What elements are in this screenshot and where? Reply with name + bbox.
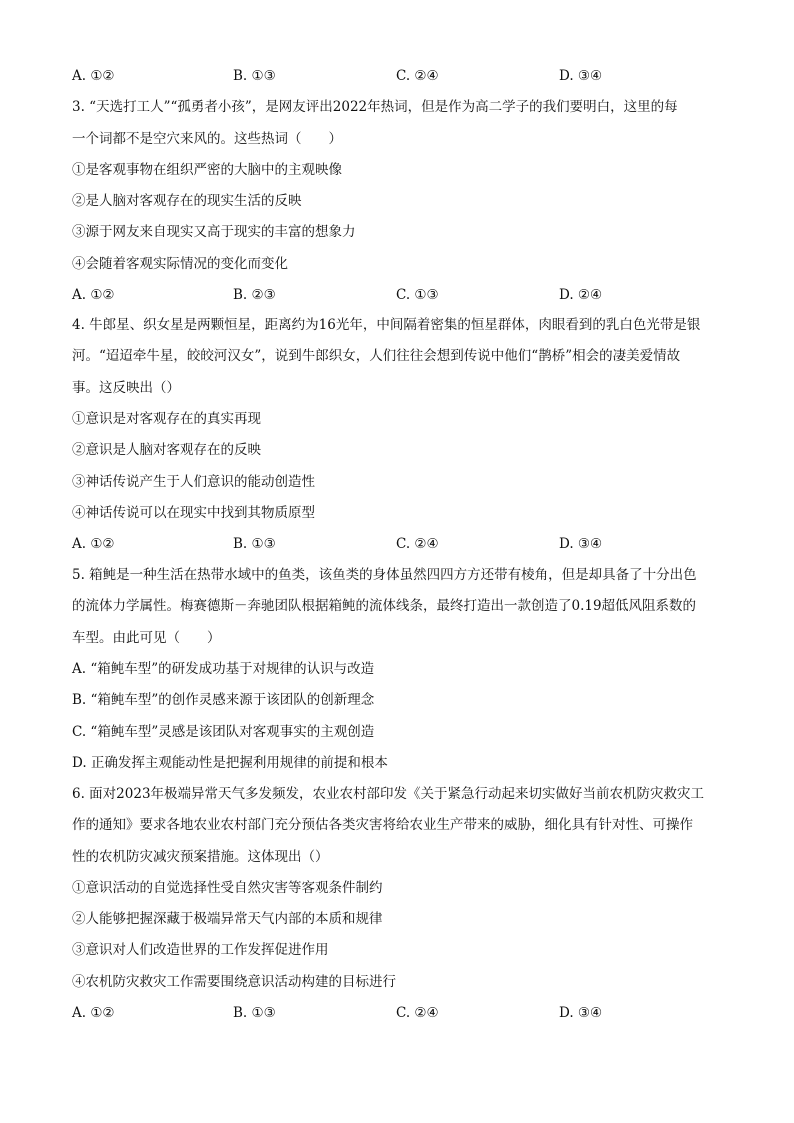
q3-item-4: ④会随着客观实际情况的变化而变化 bbox=[72, 256, 288, 272]
q5-choice-a: A. “箱鲀车型”的研发成功基于对规律的认识与改造 bbox=[72, 661, 375, 677]
option-a: A. ①② bbox=[72, 68, 115, 84]
option-c: C. ②④ bbox=[396, 68, 439, 84]
q6-item-3: ③意识对人们改造世界的工作发挥促进作用 bbox=[72, 942, 329, 958]
option-d: D. ②④ bbox=[559, 287, 603, 303]
option-c: C. ①③ bbox=[396, 287, 439, 303]
q4-item-4: ④神话传说可以在现实中找到其物质原型 bbox=[72, 505, 315, 521]
option-a: A. ①② bbox=[72, 1005, 115, 1021]
q4-stem-line-3: 事。这反映出（） bbox=[72, 380, 180, 396]
q6-answer-options bbox=[72, 1003, 724, 1023]
q6-item-1: ①意识活动的自觉选择性受自然灾害等客观条件制约 bbox=[72, 880, 383, 896]
q3-item-2: ②是人脑对客观存在的现实生活的反映 bbox=[72, 193, 302, 209]
q6-stem-line-1: 6. 面对2023年极端异常天气多发频发，农业农村部印发《关于紧急行动起来切实做好当前农机防灾救灾工 bbox=[72, 786, 705, 802]
q6-stem-line-2: 作的通知》要求各地农业农村部门充分预估各类灾害将给农业生产带来的威胁，细化具有针对性、可操作 bbox=[72, 817, 693, 833]
q5-stem-line-2: 的流体力学属性。梅赛德斯－奔驰团队根据箱鲀的流体线条，最终打造出一款创造了0.19超低风阻系数的 bbox=[72, 598, 697, 614]
q6-stem-line-3: 性的农机防灾减灾预案措施。这体现出（） bbox=[72, 849, 329, 865]
q6-item-2: ②人能够把握深藏于极端异常天气内部的本质和规律 bbox=[72, 911, 383, 927]
option-c: C. ②④ bbox=[396, 1005, 439, 1021]
q3-answer-options bbox=[72, 285, 724, 305]
q5-stem-line-3: 车型。由此可见（ ） bbox=[72, 630, 221, 646]
q5-choice-d: D. 正确发挥主观能动性是把握利用规律的前提和根本 bbox=[72, 755, 388, 771]
q3-item-3: ③源于网友来自现实又高于现实的丰富的想象力 bbox=[72, 224, 356, 240]
option-d: D. ③④ bbox=[559, 68, 603, 84]
option-c: C. ②④ bbox=[396, 536, 439, 552]
q3-item-1: ①是客观事物在组织严密的大脑中的主观映像 bbox=[72, 162, 342, 178]
q4-stem-line-2: 河。“迢迢牵牛星，皎皎河汉女”，说到牛郎织女，人们往往会想到传说中他们“鹊桥”相会的凄美爱情故 bbox=[72, 348, 681, 364]
option-b: B. ①③ bbox=[233, 1005, 276, 1021]
option-d: D. ③④ bbox=[559, 536, 603, 552]
q3-stem-line-2: 一个词都不是空穴来风的。这些热词（ ） bbox=[72, 131, 342, 147]
option-d: D. ③④ bbox=[559, 1005, 603, 1021]
q4-stem-line-1: 4. 牛郎星、织女星是两颗恒星，距离约为16光年，中间隔着密集的恒星群体，肉眼看到的乳白色光带是银 bbox=[72, 317, 701, 333]
q5-choice-b: B. “箱鲀车型”的创作灵感来源于该团队的创新理念 bbox=[72, 692, 375, 708]
q5-choice-c: C. “箱鲀车型”灵感是该团队对客观事实的主观创造 bbox=[72, 724, 375, 740]
q4-item-2: ②意识是人脑对客观存在的反映 bbox=[72, 442, 261, 458]
q4-item-1: ①意识是对客观存在的真实再现 bbox=[72, 411, 261, 427]
option-b: B. ②③ bbox=[233, 287, 276, 303]
q6-item-4: ④农机防灾救灾工作需要围绕意识活动构建的目标进行 bbox=[72, 974, 396, 990]
q4-item-3: ③神话传说产生于人们意识的能动创造性 bbox=[72, 474, 315, 490]
q5-stem-line-1: 5. 箱鲀是一种生活在热带水域中的鱼类，该鱼类的身体虽然四四方方还带有棱角，但是却具备了十分出色 bbox=[72, 567, 697, 583]
q4-answer-options bbox=[72, 534, 724, 554]
option-a: A. ①② bbox=[72, 536, 115, 552]
option-a: A. ①② bbox=[72, 287, 115, 303]
option-b: B. ①③ bbox=[233, 536, 276, 552]
option-b: B. ①③ bbox=[233, 68, 276, 84]
answer-options-prev bbox=[72, 66, 724, 86]
q3-stem-line-1: 3. “天选打工人”“孤勇者小孩”，是网友评出2022年热词，但是作为高二学子的我们要明白，这里的每 bbox=[72, 99, 678, 115]
